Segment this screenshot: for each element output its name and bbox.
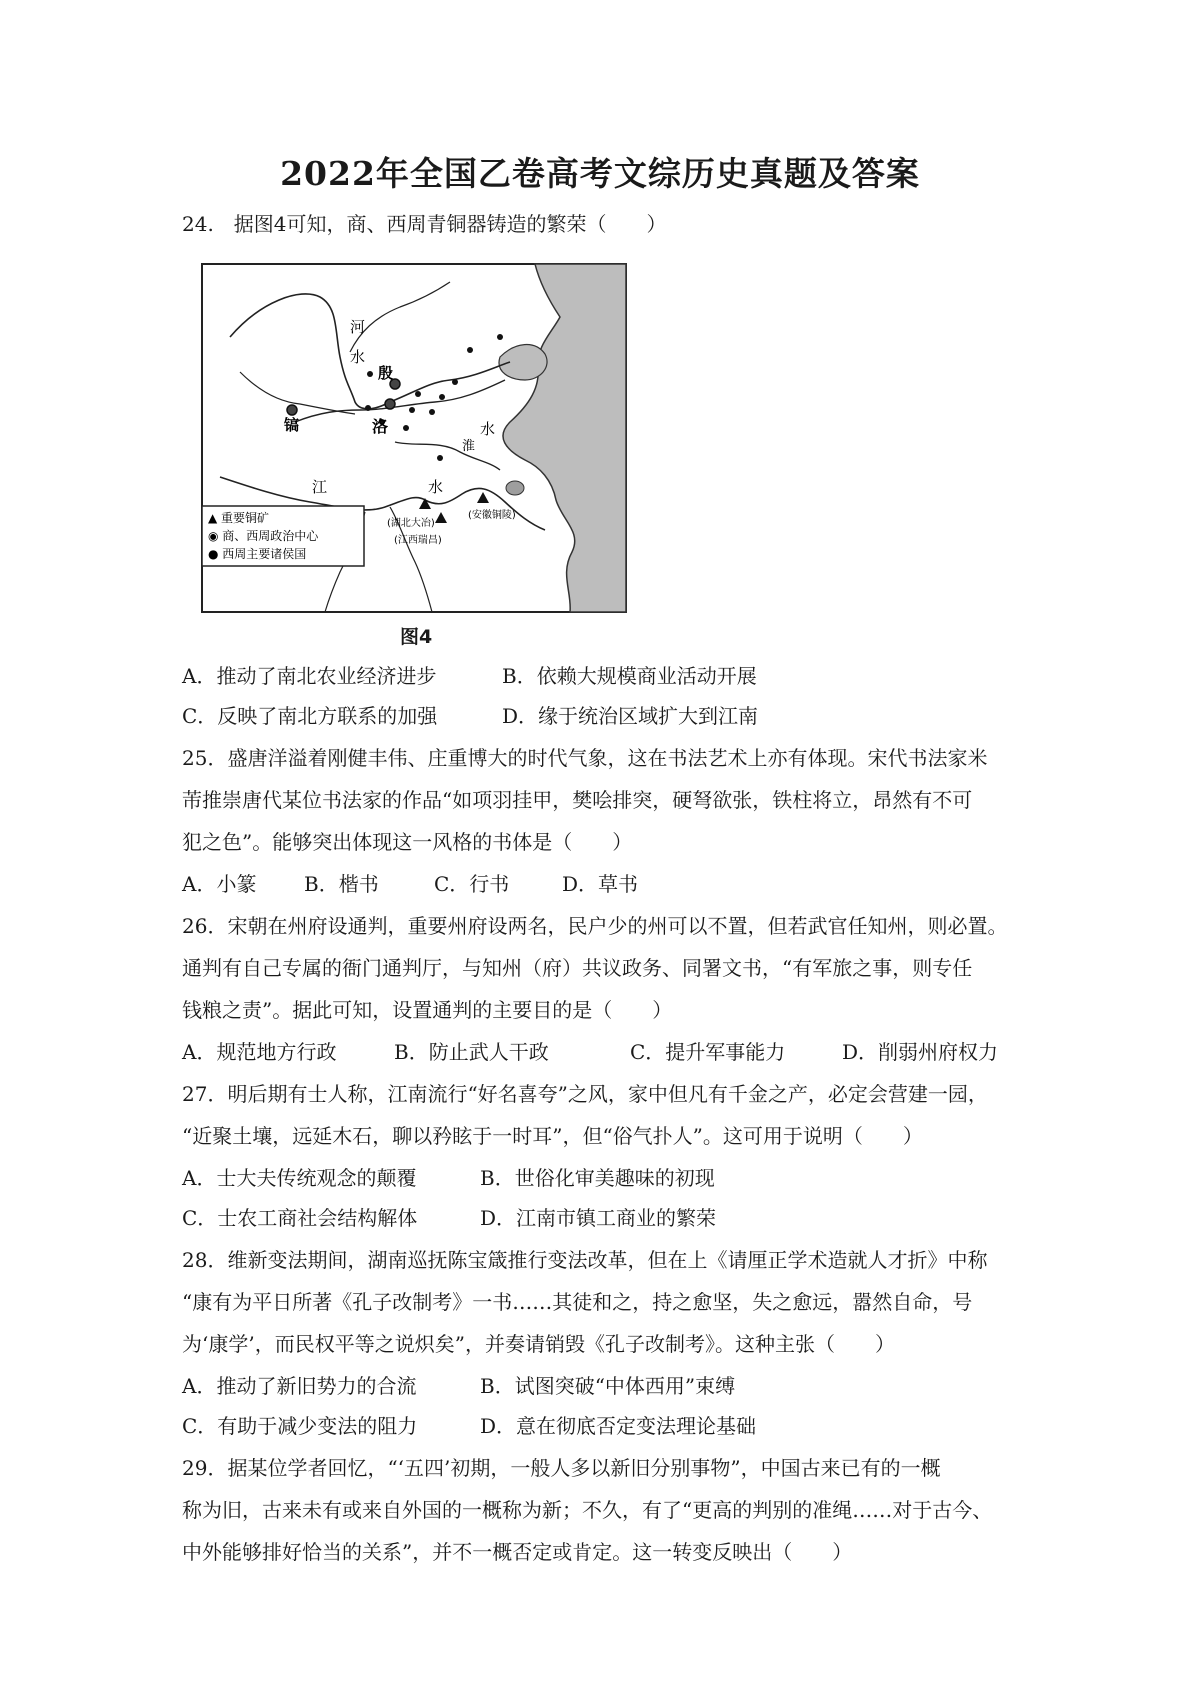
q29-line-3: 中外能够排好恰当的关系”，并不一概否定或肯定。这一转变反映出（ ） [182,1540,853,1564]
page-title: 2022年全国乙卷高考文综历史真题及答案 [280,154,920,193]
q26-option-d[interactable]: D．削弱州府权力 [842,1040,999,1064]
q24-option-b[interactable]: B．依赖大规模商业活动开展 [502,664,757,688]
q28-option-a[interactable]: A．推动了新旧势力的合流 [182,1374,417,1398]
label-huai: 淮 [462,439,476,454]
q25-line-1: 25．盛唐洋溢着刚健丰伟、庄重博大的时代气象，这在书法艺术上亦有体现。宋代书法家米 [182,746,988,770]
q29-line-1: 29．据某位学者回忆，“‘五四’初期，一般人多以新旧分别事物”，中国古来已有的一概 [182,1456,941,1480]
center-luo [385,399,395,409]
q25-line-3: 犯之色”。能够突出体现这一风格的书体是（ ） [182,830,633,854]
q26-option-a[interactable]: A．规范地方行政 [182,1040,337,1064]
lake [506,481,524,495]
legend-item-copper-mine: ▲ 重要铜矿 [208,511,270,525]
q26-option-c[interactable]: C．提升军事能力 [630,1040,786,1064]
label-mine-anhui: (安徽铜陵) [468,510,516,521]
q24-option-d[interactable]: D．缘于统治区域扩大到江南 [502,704,759,728]
q26-option-b[interactable]: B．防止武人干政 [394,1040,549,1064]
q28-option-c[interactable]: C．有助于减少变法的阻力 [182,1414,418,1438]
label-he: 河 [350,318,366,336]
q28-option-d[interactable]: D．意在彻底否定变法理论基础 [480,1414,757,1438]
q28-line-3: 为‘康学’，而民权平等之说炽矣”，并奏请销毁《孔子改制考》。这种主张（ ） [182,1332,895,1356]
q27-line-2: “近聚土壤，远延木石，聊以矜眩于一时耳”，但“俗气扑人”。这可用于说明（ ） [182,1124,923,1148]
figure-4-map [200,262,628,614]
figure-caption: 图4 [400,626,433,648]
q26-line-1: 26．宋朝在州府设通判，重要州府设两名，民户少的州可以不置，但若武官任知州，则必置。 [182,914,1008,938]
q25-option-d[interactable]: D．草书 [562,872,639,896]
q26-line-2: 通判有自己专属的衙门通判厅，与知州（府）共议政务、同署文书，“有军旅之事，则专任 [182,956,973,980]
label-mine-hubei: (湖北大冶) [387,518,435,529]
q24-option-c[interactable]: C．反映了南北方联系的加强 [182,704,438,728]
label-shui-lower: 水 [428,478,444,496]
label-jiang: 江 [312,478,328,496]
q27-option-c[interactable]: C．士农工商社会结构解体 [182,1206,418,1230]
q25-option-a[interactable]: A．小篆 [182,872,257,896]
q28-line-2: “康有为平日所著《孔子改制考》一书……其徒和之，持之愈坚，失之愈远，嚣然自命，号 [182,1290,973,1314]
q26-line-3: 钱粮之责”。据此可知，设置通判的主要目的是（ ） [182,998,673,1022]
q24-stem: 24. 据图4可知，商、西周青铜器铸造的繁荣（ ） [182,212,667,236]
q29-line-2: 称为旧，古来未有或来自外国的一概称为新；不久，有了“更高的判别的准绳……对于古今、 [182,1498,993,1522]
q25-option-c[interactable]: C．行书 [434,872,510,896]
label-luo: 洛 [372,417,389,436]
q25-option-b[interactable]: B．楷书 [304,872,379,896]
historical-map-svg [200,262,628,614]
q28-line-1: 28．维新变法期间，湖南巡抚陈宝箴推行变法改革，但在上《请厘正学术造就人才折》中称 [182,1248,988,1272]
label-yin: 殷 [378,364,394,382]
legend-item-vassal-state: ● 西周主要诸侯国 [208,547,307,561]
q27-option-b[interactable]: B．世俗化审美趣味的初现 [480,1166,715,1190]
q27-option-a[interactable]: A．士大夫传统观念的颠覆 [182,1166,417,1190]
legend-item-political-center: ◉ 商、西周政治中心 [208,529,319,543]
q27-option-d[interactable]: D．江南市镇工商业的繁荣 [480,1206,717,1230]
label-hao: 镐 [284,416,300,434]
label-shui-right: 水 [480,420,496,438]
q25-line-2: 芾推崇唐代某位书法家的作品“如项羽挂甲，樊哙排突，硬弩欲张，铁柱将立，昂然有不可 [182,788,973,812]
q28-option-b[interactable]: B．试图突破“中体西用”束缚 [480,1374,736,1398]
center-hao [287,405,297,415]
q27-line-1: 27．明后期有士人称，江南流行“好名喜夸”之风，家中但凡有千金之产，必定会营建一园， [182,1082,988,1106]
label-shui-left: 水 [350,348,366,366]
q24-option-a[interactable]: A．推动了南北农业经济进步 [182,664,437,688]
label-mine-jiangxi: (江西瑞昌) [394,535,442,546]
